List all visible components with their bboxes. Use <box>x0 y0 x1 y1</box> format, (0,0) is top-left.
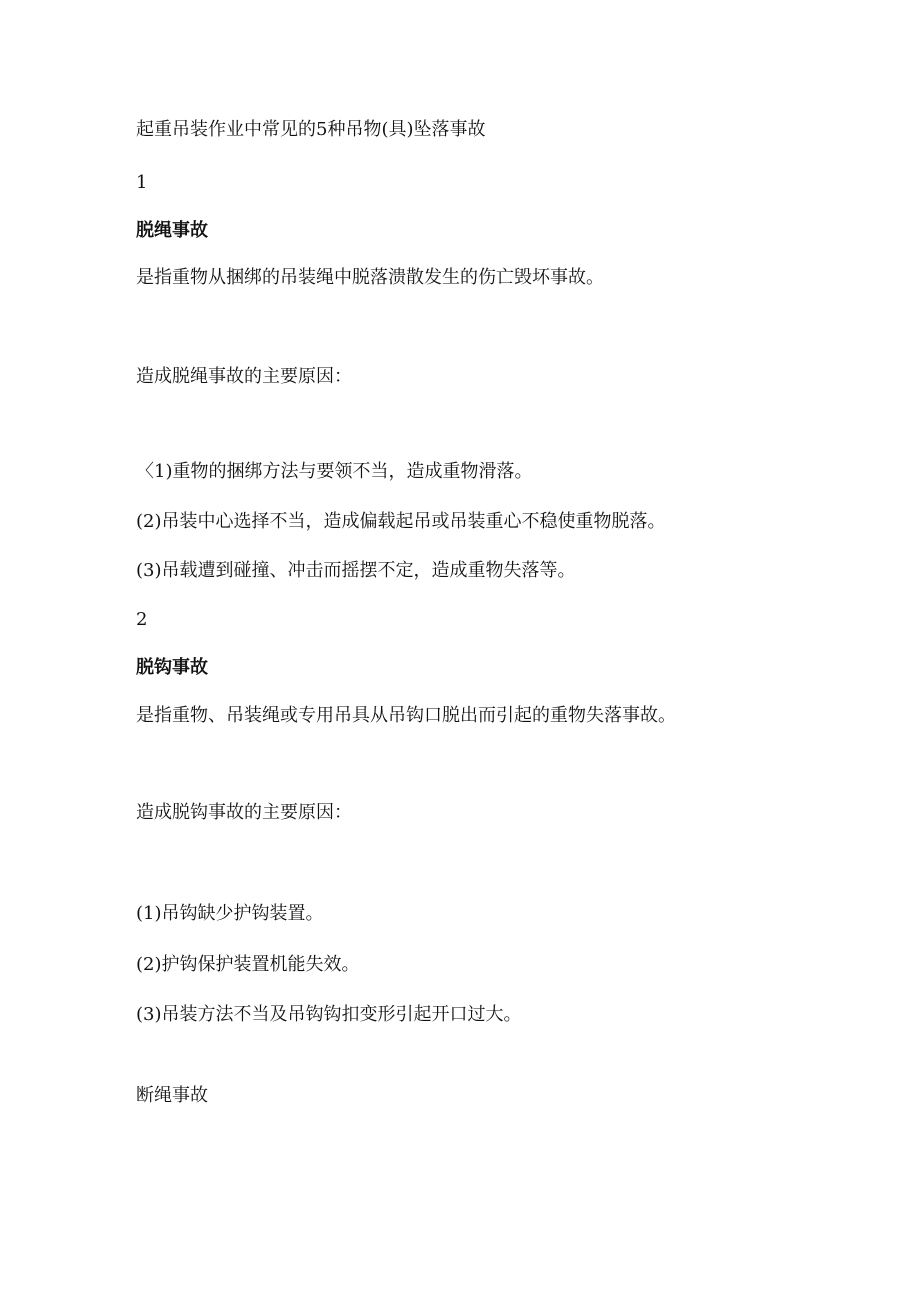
cause-item-2-3: (3)吊装方法不当及吊钩钩扣变形引起开口过大。 <box>136 1004 522 1025</box>
causes-label-1: 造成脱绳事故的主要原因： <box>136 366 352 387</box>
section-definition-1: 是指重物从捆绑的吊装绳中脱落溃散发生的伤亡毁坏事故。 <box>136 267 604 288</box>
cause-item-1-2: (2)吊装中心选择不当，造成偏载起吊或吊装重心不稳使重物脱落。 <box>136 511 666 532</box>
causes-label-2: 造成脱钩事故的主要原因： <box>136 802 352 823</box>
document-title: 起重吊装作业中常见的5种吊物(具)坠落事故 <box>136 119 486 140</box>
section-number-2: 2 <box>136 609 148 630</box>
section-heading-3: 断绳事故 <box>136 1085 208 1106</box>
cause-item-2-2: (2)护钩保护装置机能失效。 <box>136 954 360 975</box>
cause-item-2-1: (1)吊钩缺少护钩装置。 <box>136 903 324 924</box>
section-heading-2: 脱钩事故 <box>136 657 208 678</box>
section-definition-2: 是指重物、吊装绳或专用吊具从吊钩口脱出而引起的重物失落事故。 <box>136 705 676 726</box>
cause-item-1-3: (3)吊载遭到碰撞、冲击而摇摆不定，造成重物失落等。 <box>136 560 576 581</box>
cause-item-1-1: 〈1)重物的捆绑方法与要领不当，造成重物滑落。 <box>136 461 533 482</box>
section-number-1: 1 <box>136 172 148 193</box>
section-heading-1: 脱绳事故 <box>136 220 208 241</box>
